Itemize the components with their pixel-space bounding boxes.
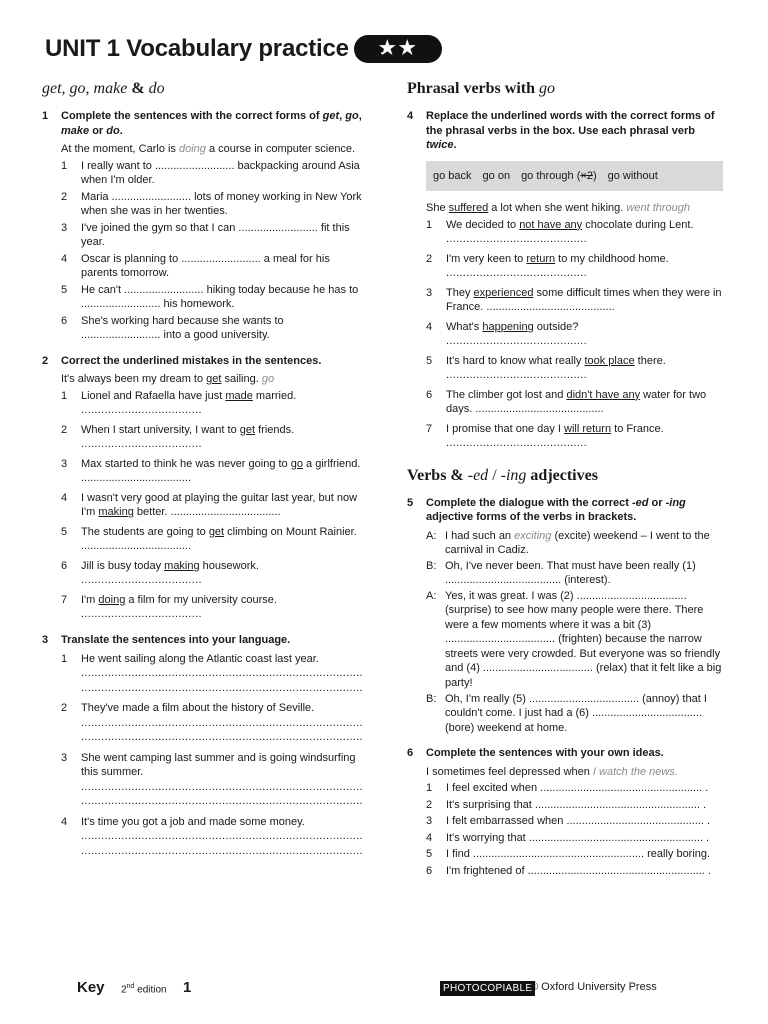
title-text: UNIT 1 Vocabulary practice bbox=[45, 35, 349, 62]
speaker-label: B: bbox=[426, 559, 437, 572]
item-number: 3 bbox=[426, 815, 433, 828]
item-number: 5 bbox=[61, 525, 68, 538]
section-heading-phrasal-verbs: Phrasal verbs with go bbox=[407, 80, 555, 97]
exercise-instruction: Complete the dialogue with the correct -ed or -ing adjective forms of the verbs in brackets. bbox=[426, 496, 686, 524]
box-item: go on bbox=[482, 169, 511, 182]
answer-line: .................................................................................... bbox=[81, 667, 363, 680]
item-sentence: It's time you got a job and made some money. bbox=[81, 815, 305, 828]
item-number: 1 bbox=[426, 218, 433, 231]
list-item bbox=[61, 283, 362, 312]
section-heading-ed-ing-adjectives: Verbs & -ed / -ing adjectives bbox=[407, 466, 598, 484]
item-number: 6 bbox=[426, 388, 433, 401]
list-item bbox=[426, 286, 723, 315]
answer-line: .................................... bbox=[81, 404, 202, 417]
list-item bbox=[61, 559, 362, 588]
list-item bbox=[61, 457, 362, 486]
underlined-word: go bbox=[290, 457, 303, 470]
photocopiable-label: PHOTOCOPIABLE bbox=[440, 981, 535, 996]
item-sentence: I feel excited when ..................................................... . bbox=[446, 782, 709, 795]
exercise-3: 3 Translate the sentences into your language. 1 He went sailing along the Atlantic coast last year. .................................................................................... .................................................................................... 2 They've made a film about the history of Seville. .................................................................................... .................................................................................... 3 She went camping last summer and is going windsurfing this summer. .................................................................................... .................................................................................... 4 It's time you got a job and made some money. .................................................................................... .................................................................................... bbox=[42, 633, 363, 857]
item-sentence: He went sailing along the Atlantic coast last year. bbox=[81, 652, 319, 665]
list-item bbox=[426, 864, 723, 879]
underlined-word: get bbox=[208, 525, 225, 538]
section-heading-get-go-make-do: get, go, make & do bbox=[42, 80, 165, 97]
list-item bbox=[61, 491, 362, 520]
box-item: go through (×2) bbox=[521, 169, 597, 182]
box-item: go back bbox=[433, 169, 472, 182]
item-text: I'm very keen to return to my childhood home. .......................................... bbox=[446, 252, 723, 281]
item-number: 7 bbox=[426, 422, 433, 435]
item-number: 6 bbox=[426, 864, 433, 877]
answer-line: .................................... bbox=[81, 438, 202, 451]
left-column bbox=[42, 78, 362, 869]
example-answer: exciting bbox=[514, 529, 552, 542]
item-sentence: She's working hard because she wants to .......................... into a good university. bbox=[81, 314, 284, 342]
item-number: 1 bbox=[61, 389, 68, 402]
answer-line: .......................................... bbox=[446, 369, 587, 382]
list-item bbox=[61, 159, 362, 188]
example-sentence: She suffered a lot when she went hiking. went through bbox=[426, 202, 691, 215]
item-text bbox=[81, 652, 363, 696]
footer-edition: 2nd edition bbox=[121, 983, 167, 996]
underlined-word: making bbox=[164, 559, 200, 572]
item-text bbox=[81, 701, 363, 745]
item-sentence: It's surprising that ...................................................... . bbox=[446, 798, 707, 811]
item-number: 3 bbox=[61, 221, 68, 234]
dialogue-text: I had such an exciting (excite) weekend – I went to the carnival in Cadiz. bbox=[445, 529, 710, 557]
item-text bbox=[446, 814, 723, 829]
underlined-word: doing bbox=[98, 593, 126, 606]
item-number: 1 bbox=[61, 652, 68, 665]
list-item bbox=[426, 847, 723, 862]
item-text bbox=[446, 781, 723, 796]
right-column bbox=[407, 78, 723, 889]
speaker-label: A: bbox=[426, 529, 437, 542]
exercise-instruction: Complete the sentences with the correct forms of get, go, make or do. bbox=[61, 110, 362, 137]
list-item bbox=[61, 652, 362, 696]
list-item bbox=[426, 781, 723, 796]
exercise-instruction: Correct the underlined mistakes in the sentences. bbox=[61, 354, 322, 367]
item-sentence: She went camping last summer and is going windsurfing this summer. bbox=[81, 751, 356, 779]
item-number: 5 bbox=[426, 848, 433, 861]
item-number: 3 bbox=[61, 751, 68, 764]
item-text bbox=[81, 221, 362, 250]
item-number: 2 bbox=[61, 702, 68, 715]
list-item bbox=[426, 422, 723, 451]
item-text bbox=[81, 283, 362, 312]
underlined-word: get bbox=[239, 423, 256, 436]
item-number: 2 bbox=[426, 252, 433, 265]
item-text: Lionel and Rafaella have just made married. .................................... bbox=[81, 389, 362, 418]
list-item bbox=[61, 221, 362, 250]
exercise-4: 4 Replace the underlined words with the correct forms of the phrasal verbs in the box. Use each phrasal verb twice. go back go on go through (×2) go without She suffered a lot when she went hiking. went through 1 We decided to not have any chocolate during Lent. .......................................... 2 I'm very keen to return to my childhood home. .......................................... 3 They experienced some difficult times when they were in France. .......................................... 4 What's happening outside? .......................................... 5 It's hard to know what really took place there. .......................................... 6 The climber got lost and didn't have any water for two days. .......................................... 7 I promise that one day I will return to France. .......................................... bbox=[407, 110, 722, 450]
exercise-instruction: Replace the underlined words with the correct forms of the phrasal verbs in the box. Use each phrasal verb twice. bbox=[426, 110, 715, 152]
difficulty-stars-badge bbox=[354, 35, 442, 63]
item-sentence: They've made a film about the history of Seville. bbox=[81, 702, 315, 715]
underlined-word: made bbox=[225, 389, 253, 402]
item-text: I promise that one day I will return to France. .......................................... bbox=[446, 422, 723, 451]
item-text bbox=[446, 798, 723, 813]
item-text: Max started to think he was never going to go a girlfriend. .................................... bbox=[81, 457, 361, 485]
footer-key: Key bbox=[77, 979, 105, 996]
list-item bbox=[61, 252, 362, 281]
answer-line: .......................................... bbox=[446, 267, 587, 280]
item-text bbox=[81, 314, 362, 343]
item-sentence: I really want to .......................... backpacking around Asia when I'm older. bbox=[81, 159, 360, 187]
answer-line: .......................................... bbox=[446, 335, 587, 348]
item-text bbox=[81, 252, 362, 281]
underlined-word: took place bbox=[584, 354, 635, 367]
item-text: I'm doing a film for my university course. .................................... bbox=[81, 593, 362, 622]
answer-line: .......................................... bbox=[446, 437, 587, 450]
item-number: 5 bbox=[426, 354, 433, 367]
answer-line: .................................... bbox=[81, 608, 202, 621]
exercise-2: 2 Correct the underlined mistakes in the sentences. It's always been my dream to get sailing. go 1 Lionel and Rafaella have just made married. .................................... 2 When I start university, I want to get friends. .................................... 3 Max started to think he was never going to go a girlfriend. .................................... 4 I wasn't very good at playing the guitar last year, but now I'm making better. .................................... 5 The students are going to get climbing on Mount Rainier. .................................... 6 Jill is busy today making housework. .................................... 7 I'm doing a film for my university course. .................................... bbox=[42, 354, 361, 621]
list-item bbox=[426, 388, 723, 417]
list-item bbox=[426, 252, 723, 281]
dialogue-line bbox=[426, 692, 723, 736]
item-sentence: I felt embarrassed when ............................................. . bbox=[446, 815, 711, 828]
list-item bbox=[61, 314, 362, 343]
example-sentence: I sometimes feel depressed when I watch the news. bbox=[426, 765, 678, 778]
answer-line: .................................................................................... bbox=[81, 780, 363, 793]
answer-line: .................................................................................... bbox=[81, 731, 363, 744]
underlined-word: not have any bbox=[519, 218, 583, 231]
answer-line: .................................................................................... bbox=[81, 795, 363, 808]
list-item bbox=[426, 798, 723, 813]
item-text bbox=[446, 831, 723, 846]
item-sentence: I find ........................................................ really boring. bbox=[446, 848, 711, 861]
phrasal-verb-box bbox=[426, 161, 723, 192]
item-sentence: I'm frightened of .......................................................... . bbox=[446, 864, 711, 877]
item-number: 3 bbox=[426, 286, 433, 299]
item-number: 1 bbox=[426, 782, 433, 795]
list-item bbox=[61, 423, 362, 452]
example-sentence: It's always been my dream to get sailing. go bbox=[61, 373, 275, 386]
speaker-label: B: bbox=[426, 692, 437, 705]
list-item bbox=[61, 815, 362, 859]
list-item bbox=[61, 593, 362, 622]
item-text bbox=[446, 847, 723, 862]
speaker-label: A: bbox=[426, 589, 437, 602]
item-sentence: Maria .......................... lots of money working in New York when she was in her twenties. bbox=[81, 190, 362, 218]
item-number: 4 bbox=[61, 815, 68, 828]
underlined-word: happening bbox=[482, 320, 534, 333]
underlined-word: didn't have any bbox=[566, 388, 641, 401]
publisher-credit: © Oxford University Press bbox=[530, 981, 657, 993]
item-number: 1 bbox=[61, 159, 68, 172]
list-item bbox=[426, 354, 723, 383]
item-text: We decided to not have any chocolate during Lent. .......................................... bbox=[446, 218, 723, 247]
item-number: 6 bbox=[61, 314, 68, 327]
item-text: What's happening outside? .......................................... bbox=[446, 320, 723, 349]
item-number: 4 bbox=[61, 491, 68, 504]
answer-line: .................................... bbox=[81, 574, 202, 587]
item-sentence: Oscar is planning to .......................... a meal for his parents tomorrow. bbox=[81, 252, 330, 280]
item-text: Jill is busy today making housework. .................................... bbox=[81, 559, 362, 588]
list-item bbox=[426, 218, 723, 247]
list-item bbox=[61, 751, 362, 809]
item-text bbox=[81, 159, 362, 188]
item-number: 4 bbox=[426, 831, 433, 844]
answer-line: .................................................................................... bbox=[81, 830, 363, 843]
item-text bbox=[81, 190, 362, 219]
item-text: I wasn't very good at playing the guitar last year, but now I'm making better. .................................... bbox=[81, 491, 358, 519]
list-item bbox=[426, 320, 723, 349]
page-title bbox=[45, 33, 442, 65]
dialogue-text: Yes, it was great. I was (2) .................................... (surprise) to see how many people were there. There were a few moments where it was a bit (3) .................................... (frighten) because the narrow streets were very crowded. But everyone was so friendly and (4) .................................... (relax) that it felt like a big party! bbox=[445, 589, 722, 689]
answer-line: .......................................... bbox=[446, 233, 587, 246]
item-text: When I start university, I want to get friends. .................................... bbox=[81, 423, 362, 452]
item-sentence: I've joined the gym so that I can .......................... fit this year. bbox=[81, 221, 350, 249]
item-text: The climber got lost and didn't have any water for two days. .......................................... bbox=[446, 388, 707, 416]
item-text bbox=[81, 751, 363, 809]
answer-line: .................................................................................... bbox=[81, 844, 363, 857]
list-item bbox=[426, 814, 723, 829]
example-sentence: At the moment, Carlo is doing a course in computer science. bbox=[61, 143, 356, 156]
item-number: 6 bbox=[61, 559, 68, 572]
underlined-word: making bbox=[98, 506, 134, 519]
exercise-1: 1 Complete the sentences with the correct forms of get, go, make or do. At the moment, Carlo is doing a course in computer science. 1 I really want to .......................... backpacking around Asia when I'm older. 2 Maria .......................... lots of money working in New York when she was in her twenties. 3 I've joined the gym so that I can .......................... fit this year. 4 Oscar is planning to .......................... a meal for his parents tomorrow. 5 He can't .......................... hiking today because he has to .......................... his homework. 6 She's working hard because she wants to .......................... into a good university. bbox=[42, 110, 362, 342]
answer-line: .................................................................................... bbox=[81, 716, 363, 729]
star-icon: ★★ bbox=[378, 38, 419, 60]
item-number: 7 bbox=[61, 593, 68, 606]
box-item: go without bbox=[607, 169, 658, 182]
item-sentence: He can't .......................... hiking today because he has to .......................... his homework. bbox=[81, 283, 359, 311]
list-item bbox=[61, 190, 362, 219]
exercise-instruction: Complete the sentences with your own ideas. bbox=[426, 747, 664, 760]
item-number: 5 bbox=[61, 283, 68, 296]
item-sentence: It's worrying that ......................................................... . bbox=[446, 831, 710, 844]
item-text: It's hard to know what really took place there. .......................................... bbox=[446, 354, 723, 383]
item-number: 2 bbox=[61, 190, 68, 203]
dialogue-line bbox=[426, 559, 723, 588]
item-number: 2 bbox=[426, 798, 433, 811]
item-number: 3 bbox=[61, 457, 68, 470]
item-text: They experienced some difficult times when they were in France. .......................................... bbox=[446, 286, 722, 314]
item-number: 4 bbox=[426, 320, 433, 333]
dialogue-line bbox=[426, 589, 723, 691]
page-number: 1 bbox=[183, 979, 192, 996]
dialogue-text: Oh, I've never been. That must have been really (1) ...................................... (interest). bbox=[445, 559, 696, 587]
exercise-instruction: Translate the sentences into your language. bbox=[61, 633, 291, 646]
dialogue-text: Oh, I'm really (5) .................................... (annoy) that I couldn't come. I just had a (6) .................................... (bore) weekend at home. bbox=[445, 692, 707, 734]
list-item bbox=[61, 701, 362, 745]
underlined-word: return bbox=[526, 252, 556, 265]
underlined-word: will return bbox=[564, 422, 612, 435]
list-item bbox=[61, 525, 362, 554]
list-item bbox=[61, 389, 362, 418]
answer-line: .................................................................................... bbox=[81, 681, 363, 694]
exercise-5: 5 Complete the dialogue with the correct -ed or -ing adjective forms of the verbs in brackets. A: I had such an exciting (excite) weekend – I went to the carnival in Cadiz. B: Oh, I've never been. That must have been really (1) ...................................... (interest). A: Yes, it was great. I was (2) .................................... (surprise) to see how many people were there. There were a few moments where it was a bit (3) .................................... (frighten) because the narrow streets were very crowded. But everyone was so friendly and (4) .................................... (relax) that it felt like a big party! B: Oh, I'm really (5) .................................... (annoy) that I couldn't come. I just had a (6) .................................... (bore) weekend at home. bbox=[407, 496, 722, 734]
dialogue-line bbox=[426, 529, 723, 558]
underlined-word: experienced bbox=[473, 286, 534, 299]
item-number: 2 bbox=[61, 423, 68, 436]
item-text bbox=[446, 864, 723, 879]
list-item bbox=[426, 831, 723, 846]
exercise-6: 6 Complete the sentences with your own ideas. I sometimes feel depressed when I watch the news. 1 I feel excited when ..................................................... . 2 It's surprising that ...................................................... . 3 I felt embarrassed when ............................................. . 4 It's worrying that ......................................................... . 5 I find ........................................................ really boring. 6 I'm frightened of .......................................................... . bbox=[407, 746, 723, 878]
item-text bbox=[81, 815, 363, 859]
item-text: The students are going to get climbing on Mount Rainier. .................................... bbox=[81, 525, 357, 553]
item-number: 4 bbox=[61, 252, 68, 265]
